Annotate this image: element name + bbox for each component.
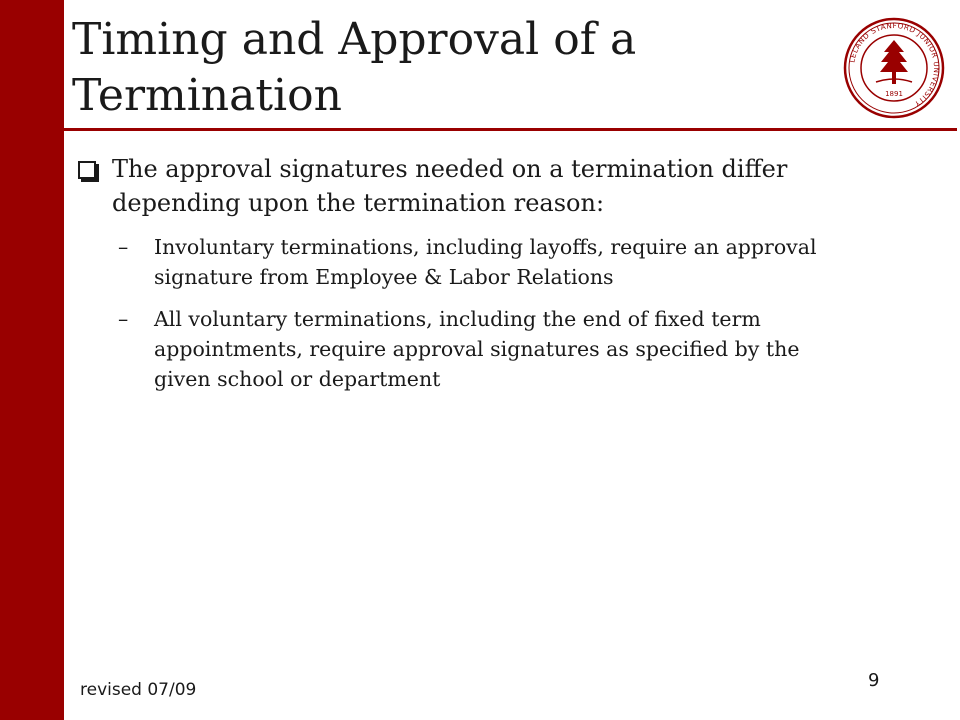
seal-year: 1891	[885, 90, 903, 98]
main-bullet-text: The approval signatures needed on a termination differ depending upon the termination reason:	[112, 155, 788, 217]
page-number: 9	[868, 670, 880, 691]
sub-bullet-list	[76, 232, 856, 394]
title-underline	[64, 128, 957, 131]
revised-date: revised 07/09	[80, 680, 197, 700]
dash-marker: –	[118, 235, 129, 259]
slide-body	[76, 152, 856, 406]
dash-marker: –	[118, 307, 129, 331]
sub-bullet-text: Involuntary terminations, including layoffs, require an approval signature from Employee & Labor Relations	[154, 235, 817, 289]
left-accent-bar	[0, 0, 64, 720]
sub-bullet-voluntary	[76, 304, 856, 394]
university-seal-icon	[842, 16, 946, 120]
main-bullet	[76, 152, 856, 220]
seal-ring-text: LELAND STANFORD JUNIOR UNIVERSITY	[847, 20, 942, 109]
sub-bullet-text: All voluntary terminations, including the end of fixed term appointments, require approval signatures as specified by the given school or department	[154, 307, 800, 391]
hollow-square-bullet-icon	[78, 161, 96, 179]
slide-title: Timing and Approval of a Termination	[72, 14, 637, 121]
sub-bullet-involuntary	[76, 232, 856, 292]
